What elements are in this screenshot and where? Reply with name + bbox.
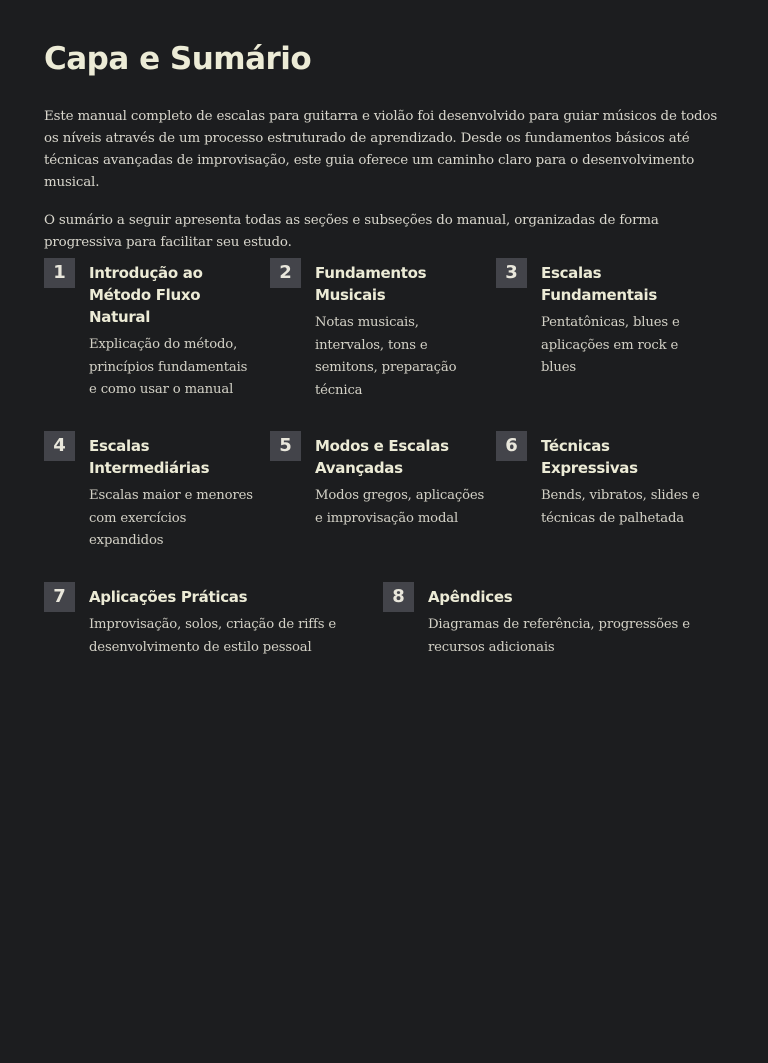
section-title: Fundamentos Musicais <box>315 264 427 304</box>
section-title: Introdução ao Método Fluxo Natural <box>89 264 203 326</box>
page-title: Capa e Sumário <box>44 41 312 77</box>
section-description: Pentatônicas, blues e aplicações em rock e blues <box>541 315 680 375</box>
section-description: Explicação do método, princípios fundamentais e como usar o manual <box>89 337 248 397</box>
section-number-badge: 6 <box>496 431 527 461</box>
section-description: Notas musicais, intervalos, tons e semitons, preparação técnica <box>315 315 457 398</box>
section-number-badge: 2 <box>270 258 301 288</box>
section-description: Improvisação, solos, criação de riffs e desenvolvimento de estilo pessoal <box>89 617 337 655</box>
section-number-badge: 5 <box>270 431 301 461</box>
intro-paragraph-2: O sumário a seguir apresenta todas as seções e subseções do manual, organizadas de forma progressiva para facilitar seu estudo. <box>44 213 659 250</box>
section-title: Escalas Intermediárias <box>89 437 210 477</box>
section-number-badge: 3 <box>496 258 527 288</box>
intro-paragraph-1: Este manual completo de escalas para guitarra e violão foi desenvolvido para guiar músicos de todos os níveis através de um processo estruturado de aprendizado. Desde os fundamentos básicos até técnicas avançadas de improvisação, este guia oferece um caminho claro para o desenvolvimento musical. <box>44 109 718 190</box>
section-number-badge: 4 <box>44 431 75 461</box>
section-description: Bends, vibratos, slides e técnicas de palhetada <box>541 488 700 526</box>
section-description: Diagramas de referência, progressões e recursos adicionais <box>428 617 690 655</box>
section-number-badge: 1 <box>44 258 75 288</box>
section-title: Modos e Escalas Avançadas <box>315 437 449 477</box>
section-title: Apêndices <box>428 588 513 606</box>
section-title: Técnicas Expressivas <box>541 437 638 477</box>
section-description: Escalas maior e menores com exercícios expandidos <box>89 488 253 548</box>
intro <box>44 106 724 254</box>
section-number-badge: 7 <box>44 582 75 612</box>
section-title: Aplicações Práticas <box>89 588 248 606</box>
section-title: Escalas Fundamentais <box>541 264 657 304</box>
section-number-badge: 8 <box>383 582 414 612</box>
document-page <box>44 0 724 655</box>
section-description: Modos gregos, aplicações e improvisação modal <box>315 488 485 526</box>
